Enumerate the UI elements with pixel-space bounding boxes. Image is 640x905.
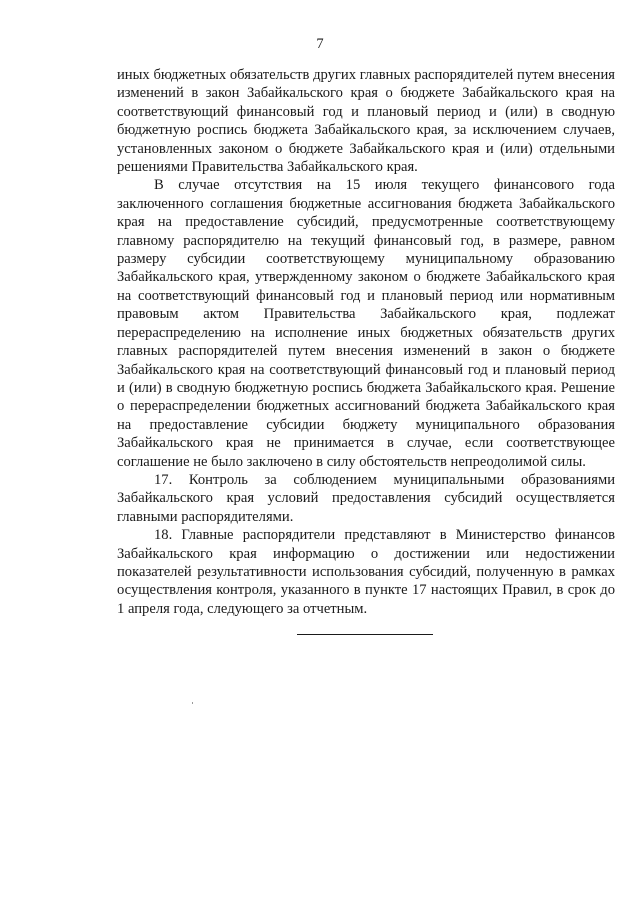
- paragraph-item-18: 18. Главные распорядители представляют в Министерство финансов Забайкальского края информацию о достижении или недостижении показателей результативности использования субсидий, полученную в рамках осуществления контроля, указанного в пункте 17 настоящих Правил, в срок до 1 апреля года, следующего за отчетным.: [117, 527, 615, 617]
- paragraph-item-17: 17. Контроль за соблюдением муниципальными образованиями Забайкальского края условий предоставления субсидий осуществляется главными распорядителями.: [117, 471, 615, 525]
- paragraph-reallocation: В случае отсутствия на 15 июля текущего финансового года заключенного соглашения бюджетные ассигнования бюджета Забайкальского края на предоставление субсидий, предусмотренные соответствующему главному распорядителю на текущий финансовый год, в размере, равном размеру субсидии соответствующему муниципальному образованию Забайкальского края, утвержденному законом о бюджете Забайкальского края на соответствующий финансовый год и плановый период или нормативным правовым актом Правительства Забайкальского края, подлежат перераспределению на исполнение иных бюджетных обязательств других главных распорядителей путем внесения изменений в закон о бюджете Забайкальского края на соответствующий финансовый год и плановый период и (или) в сводную бюджетную роспись бюджета Забайкальского края. Решение о перераспределении бюджетных ассигнований бюджета Забайкальского края на предоставление субсидии бюджету муниципального образования Забайкальского края не принимается в случае, если соответствующее соглашение не было заключено в силу обстоятельств непреодолимой силы.: [117, 177, 615, 470]
- page-number: 7: [316, 36, 324, 52]
- document-body: [117, 66, 615, 618]
- end-of-document-rule: [297, 634, 433, 635]
- scan-speck: [192, 702, 193, 704]
- paragraph-continuation: иных бюджетных обязательств других главных распорядителей путем внесения изменений в закон Забайкальского края о бюджете Забайкальского края на соответствующий финансовый год и плановый период и (или) в сводную бюджетную роспись бюджета Забайкальского края, за исключением случаев, установленных законом о бюджете Забайкальского края и (или) отдельными решениями Правительства Забайкальского края.: [117, 67, 615, 176]
